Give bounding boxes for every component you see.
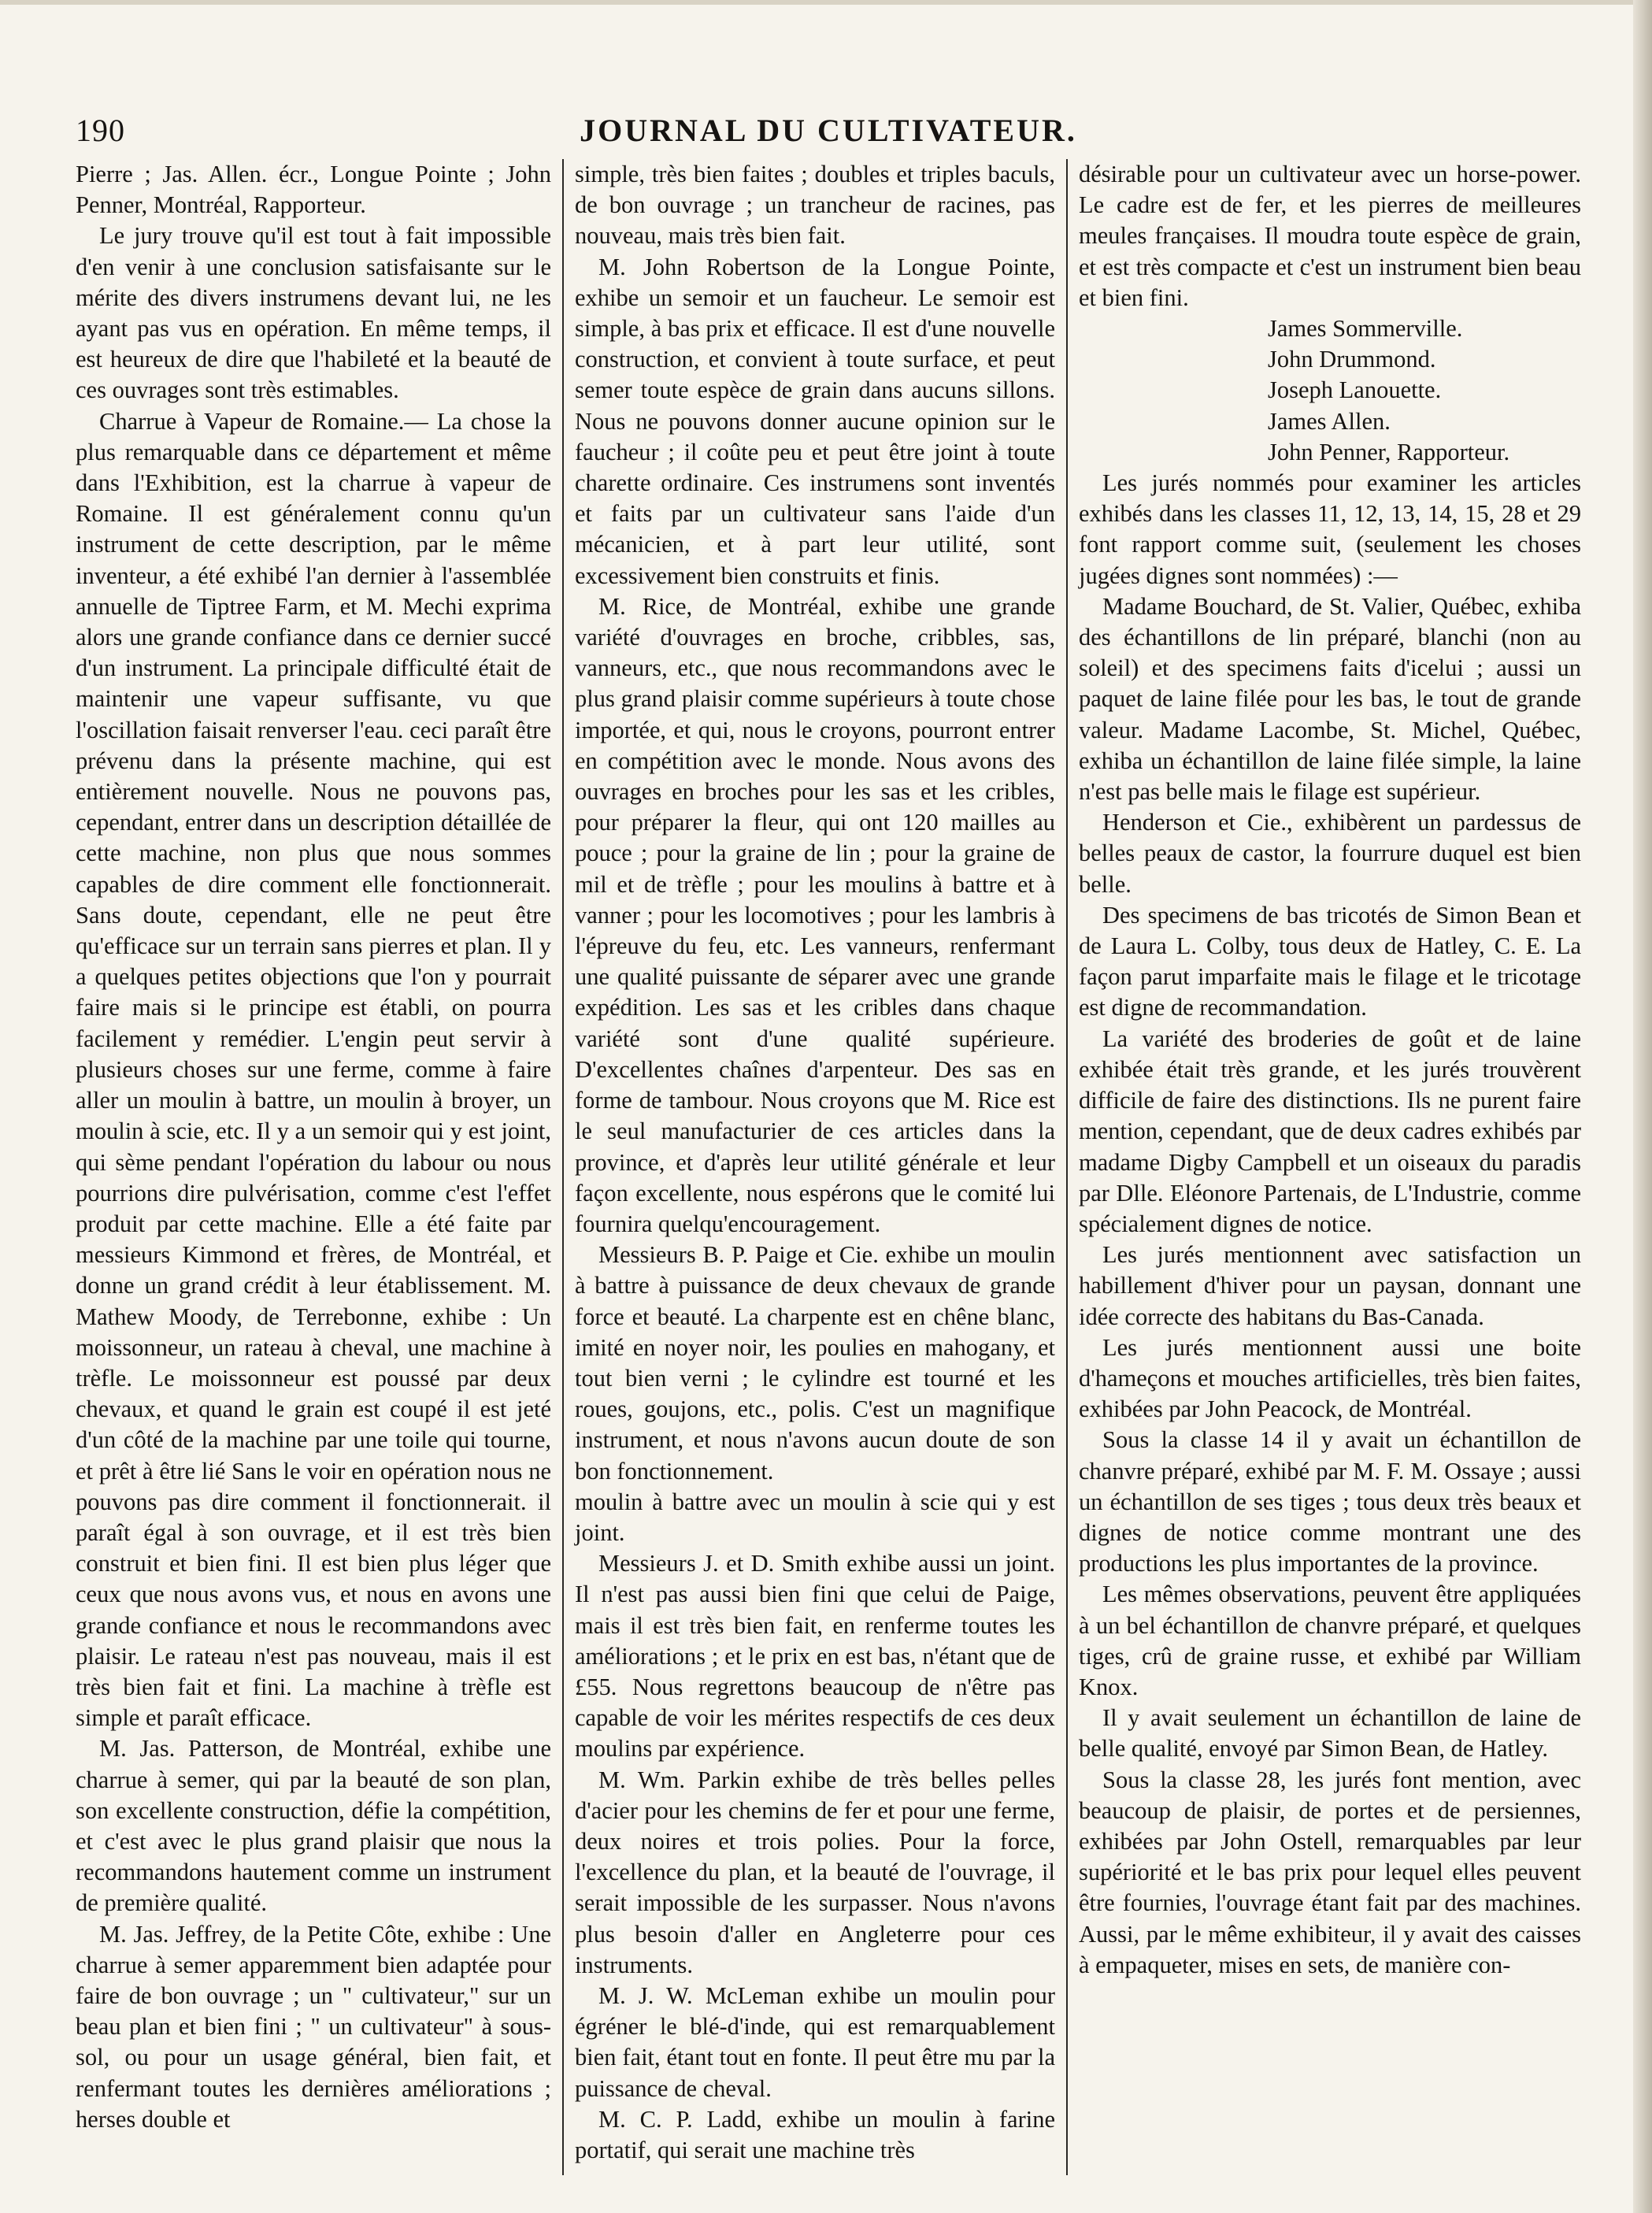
journal-title: JOURNAL DU CULTIVATEUR. [580,113,1077,148]
paragraph: Charrue à Vapeur de Romaine.— La chose la plus remarquable dans ce département et même dans l'Exhibition, est la charrue à vapeur de Romaine. Il est généralement connu qu'un instrument de cette description, par le même inventeur, a été exhibé l'an dernier à l'assemblée annuelle de Tiptree Farm, et M. Mechi exprima alors une grande confiance dans ce dernier succé d'un instrument. La principale difficulté était de maintenir une vapeur suffisante, vu que l'oscillation faisait renverser l'eau. ceci paraît être prévenu dans la présente machine, qui est entièrement nouvelle. Nous ne pouvons pas, cependant, entrer dans un description détaillée de cette machine, non plus que nous sommes capables de dire comment elle fonctionnerait. Sans doute, cependant, elle ne peut être qu'efficace sur un terrain sans pierres et plan. Il y a quelques petites objections que l'on y pourrait faire mais si le principe est établi, on pourra facilement y remédier. L'engin peut servir à plusieurs choses sur une ferme, comme à faire aller un moulin à battre, un moulin à broyer, un moulin à scie, etc. Il y a un semoir qui y est joint, qui sème pendant l'opération du labour ou nous pourrions dire pulvérisation, comme c'est l'effet produit par cette machine. Elle a été faite par messieurs Kimmond et frères, de Montréal, et donne un grand crédit à leur établissement. M. Mathew Moody, de Terrebonne, exhibe : Un moissonneur, un rateau à cheval, une machine à trèfle. Le moissonneur est poussé par deux chevaux, et quand le grain est coupé il est jeté d'un côté de la machine par une toile qui tourne, et prêt à être lié Sans le voir en opération nous ne pouvons pas dire comment il fonctionnerait. il paraît égal à son ouvrage, et il est très bien construit et bien fini. Il est bien plus léger que ceux que nous avons vus, et nous en avons une grande confiance et nous le recommandons avec plaisir. Le rateau n'est pas nouveau, mais il est très bien fait et fini. La machine à trèfle est simple et paraît efficace. [76,407,551,1732]
paragraph: La variété des broderies de goût et de laine exhibée était très grande, et les jurés trouvèrent difficile de faire des distinctions. Ils ne purent faire mention, cependant, que de deux cadres exhibés par madame Digby Campbell et un oiseaux du paradis par Dlle. Eléonore Partenais, de L'Industrie, comme spécialement dignes de notice. [1079,1025,1581,1237]
paragraph: Les mêmes observations, peuvent être appliquées à un bel échantillon de chanvre préparé, et quelques tiges, crû de graine russe, et exhibé par William Knox. [1079,1581,1581,1700]
signature: James Allen. [1268,407,1391,435]
signature: John Drummond. [1268,346,1436,373]
paragraph: M. Jas. Jeffrey, de la Petite Côte, exhibe : Une charrue à semer apparemment bien adaptée pour faire de bon ouvrage ; un " cultivateur," sur un beau plan et bien fini ; " un cultivateur" à sous-sol, ou pour un usage général, bien fait, et renfermant toutes les dernières améliorations ; herses double et [76,1920,551,2133]
signature: Joseph Lanouette. [1268,376,1442,404]
signature: James Sommerville. [1268,315,1463,343]
paragraph: Madame Bouchard, de St. Valier, Québec, exhiba des échantillons de lin préparé, blanchi (non au soleil) et des specimens faits d'icelui ; aussi un paquet de laine filée pour les bas, le tout de grande valeur. Madame Lacombe, St. Michel, Québec, exhiba un échantillon de laine filée simple, la laine n'est pas belle mais le filage est supérieur. [1079,592,1581,806]
page-header [76,102,1581,150]
paragraph: M. Rice, de Montréal, exhibe une grande variété d'ouvrages en broche, cribbles, sas, vanneurs, etc., que nous recommandons avec le plus grand plaisir comme supérieurs à toute chose importée, et qui, nous le croyons, pourront entrer en compétition avec le monde. Nous avons des ouvrages en broches pour les sas et les cribles, pour préparer la fleur, qui ont 120 mailles au pouce ; pour la graine de lin ; pour la graine de mil et de trèfle ; pour les moulins à battre et à vanner ; pour les locomotives ; pour les lambris à l'épreuve du feu, etc. Les vanneurs, renfermant une qualité puissante de séparer avec une grande expédition. Les sas et les cribles dans chaque variété sont d'une qualité supérieure. D'excellentes chaînes d'arpenteur. Des sas en forme de tambour. Nous croyons que M. Rice est le seul manufacturier de ces articles dans la province, et d'après leur utilité générale et leur façon excellente, nous espérons que le comité lui fournira quelqu'encouragement. [575,592,1055,1237]
signature: John Penner, Rapporteur. [1268,438,1510,465]
text-columns [76,159,1581,2175]
paragraph: Des specimens de bas tricotés de Simon Bean et de Laura L. Colby, tous deux de Hatley, C. E. La façon parut imparfaite mais le filage et le tricotage est digne de recommandation. [1079,901,1581,1021]
paragraph: M. Wm. Parkin exhibe de très belles pelles d'acier pour les chemins de fer et pour une ferme, deux noires et trois polies. Pour la force, l'excellence du plan, et la beauté de l'ouvrage, il serait impossible de les surpasser. Nous n'avons plus besoin d'aller en Angleterre pour ces instruments. [575,1766,1055,1978]
page-top-edge [0,0,1652,5]
paragraph: moulin à battre avec un moulin à scie qui y est joint. [575,1488,1055,1546]
column-1 [76,159,562,2175]
newspaper-page [76,102,1581,2181]
paragraph: Pierre ; Jas. Allen. écr., Longue Pointe ; John Penner, Montréal, Rapporteur. [76,161,551,219]
paragraph: Les jurés mentionnent avec satisfaction un habillement d'hiver pour un paysan, donnant une idée correcte des habitans du Bas-Canada. [1079,1241,1581,1330]
column-3 [1066,159,1581,2175]
paragraph: M. J. W. McLeman exhibe un moulin pour égréner le blé-d'inde, qui est remarquablement bien fait, étant tout en fonte. Il peut être mu par la puissance de cheval. [575,1981,1055,2102]
paragraph: Henderson et Cie., exhibèrent un pardessus de belles peaux de castor, la fourrure duquel est bien belle. [1079,809,1581,898]
paragraph: Messieurs B. P. Paige et Cie. exhibe un moulin à battre à puissance de deux chevaux de grande force et beauté. La charpente est en chêne blanc, imité en noyer noir, les poulies en mahogany, et tout bien verni ; le cylindre est tourné et les roues, goujons, etc., polis. C'est un magnifique instrument, et nous n'avons aucun doute de son bon fonctionnement. [575,1241,1055,1485]
page-binding-edge [1633,0,1652,2213]
paragraph: Sous la classe 28, les jurés font mention, avec beaucoup de plaisir, de portes et de persiennes, exhibées par John Ostell, remarquables par leur supériorité et le bas prix pour lequel elles peuvent être fournies, l'ouvrage étant fait par des machines. Aussi, par le même exhibiteur, il y avait des caisses à empaqueter, mises en sets, de manière con- [1079,1766,1581,1978]
paragraph: M. C. P. Ladd, exhibe un moulin à farine portatif, qui serait une machine très [575,2105,1055,2163]
page-number: 190 [76,113,125,148]
paragraph: Le jury trouve qu'il est tout à fait impossible d'en venir à une conclusion satisfaisante sur le mérite des divers instrumens devant lui, ne les ayant pas vus en opération. En même temps, il est heureux de dire que l'habileté et la beauté de ces ouvrages sont très estimables. [76,222,551,404]
paragraph: désirable pour un cultivateur avec un horse-power. Le cadre est de fer, et les pierres de meilleures meules françaises. Il moudra toute espèce de grain, et est très compacte et c'est un instrument bien beau et bien fini. [1079,161,1581,311]
paragraph: M. John Robertson de la Longue Pointe, exhibe un semoir et un faucheur. Le semoir est simple, à bas prix et efficace. Il est d'une nouvelle construction, et convient à toute surface, et peut semer toute espèce de grain dans aucuns sillons. Nous ne pouvons donner aucune opinion sur le faucheur ; il coûte peu et peut être joint à toute charette ordinaire. Ces instrumens sont inventés et faits par un cultivateur sans l'aide d'un mécanicien, et à part leur utilité, sont excessivement bien construits et finis. [575,253,1055,589]
paragraph: simple, très bien faites ; doubles et triples baculs, de bon ouvrage ; un trancheur de racines, pas nouveau, mais très bien fait. [575,161,1055,250]
paragraph: Il y avait seulement un échantillon de laine de belle qualité, envoyé par Simon Bean, de Hatley. [1079,1704,1581,1763]
column-2 [562,159,1066,2175]
paragraph: Sous la classe 14 il y avait un échantillon de chanvre préparé, exhibé par M. F. M. Ossaye ; aussi un échantillon de ses tiges ; tous deux très beaux et dignes de notice comme montrant une des productions les plus importantes de la province. [1079,1426,1581,1577]
paragraph: Messieurs J. et D. Smith exhibe aussi un joint. Il n'est pas aussi bien fini que celui de Paige, mais il est très bien fait, en renferme toutes les améliorations ; et le prix en est bas, n'étant que de £55. Nous regrettons beaucoup de n'être pas capable de voir les mérites respectifs de ces deux moulins par expérience. [575,1550,1055,1763]
paragraph: Les jurés nommés pour examiner les articles exhibés dans les classes 11, 12, 13, 14, 15, 28 et 29 font rapport comme suit, (seulement les choses jugées dignes sont nommées) :— [1079,469,1581,589]
paragraph: M. Jas. Patterson, de Montréal, exhibe une charrue à semer, qui par la beauté de son plan, son excellente construction, défie la compétition, et c'est avec le plus grand plaisir que nous la recommandons hautement comme un instrument de première qualité. [76,1735,551,1917]
paragraph: Les jurés mentionnent aussi une boite d'hameçons et mouches artificielles, très bien faites, exhibées par John Peacock, de Montréal. [1079,1333,1581,1423]
